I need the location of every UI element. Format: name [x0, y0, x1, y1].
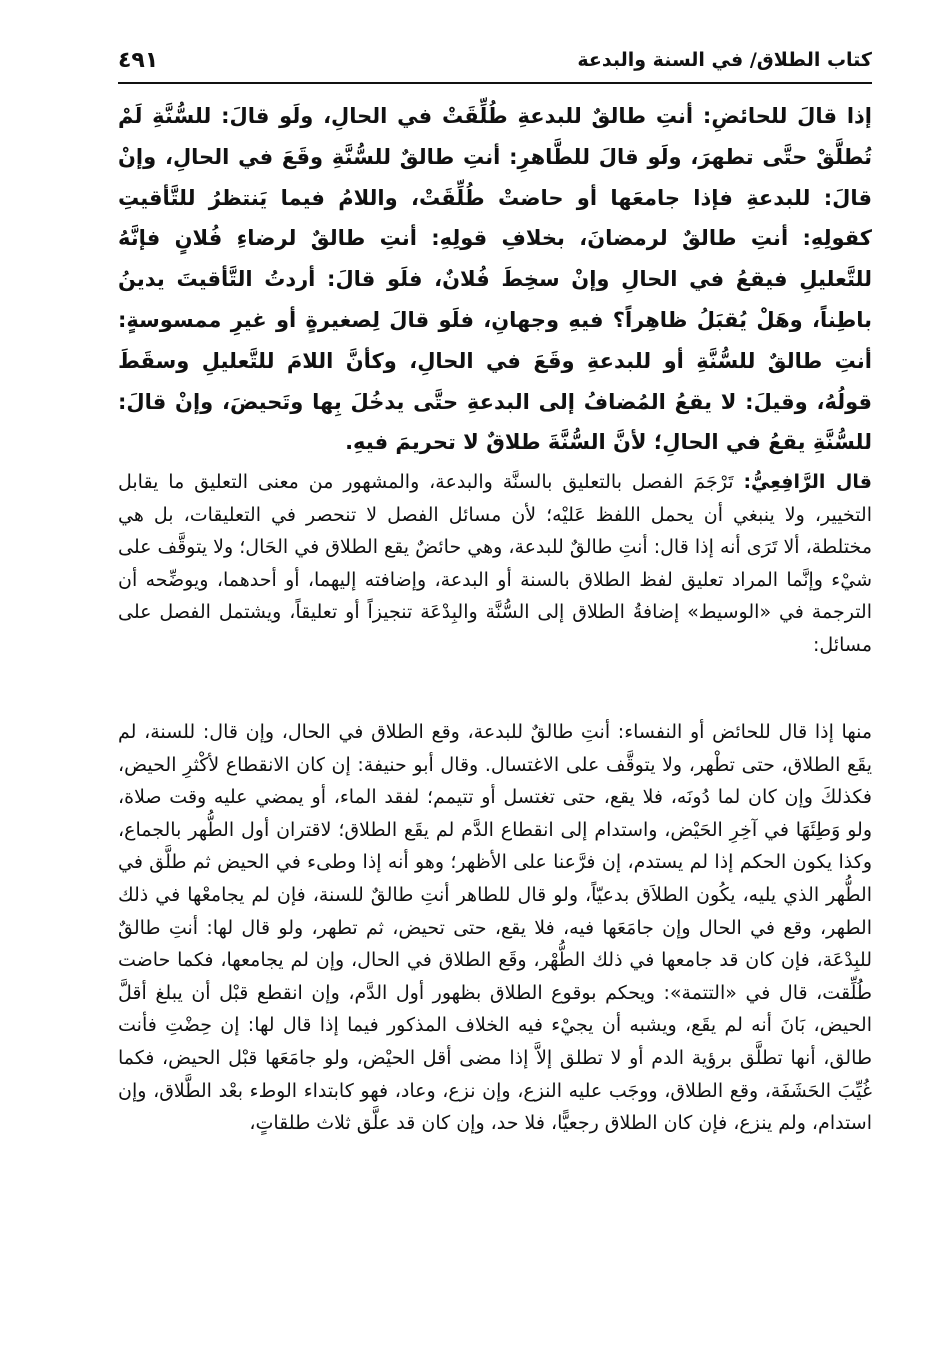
running-header: [118, 38, 872, 84]
commentary-text-1: [118, 466, 872, 662]
matn-text: إذا قالَ للحائضِ: أنتِ طالقٌ للبدعةِ طُلِّقَتْ في الحالِ، ولَو قالَ: للسُّنَّةِ لَمْ تُطلَّقْ حتَّى تطهرَ، ولَو قالَ للطَّاهرِ: أنتِ طالقٌ للسُّنَّةِ وقَعَ في الحالِ، وإنْ قالَ: للبدعةِ فإذا جامعَها أو حاضتْ طُلِّقَتْ، واللامُ فيما يَنتظرُ للتَّأقيتِ كقولِهِ: أنتِ طالقٌ لرمضانَ، بخلافِ قولِهِ: أنتِ طالقٌ لرضاءِ فُلانٍ فإنَّهُ للتَّعليلِ فيقعُ في الحالِ وإنْ سخِطَ فُلانٌ، فلَو قالَ: أردتُ التَّأقيتَ يدينُ باطِناً، وهَلْ يُقبَلُ ظاهِراً؟ فيهِ وجهانِ، فلَو قالَ لِصغيرةٍ أو غيرِ ممسوسةٍ: أنتِ طالقٌ للسُّنَّةِ أو للبدعةِ وقَعَ في الحالِ، وكأنَّ اللامَ للتَّعليلِ وسقَطَ قولُهُ، وقيلَ: لا يقعُ المُضافُ إلى البدعةِ حتَّى يدخُلَ بِها وتَحيضَ، وإنْ قالَ: للسُّنَّةِ يقعُ في الحالِ؛ لأنَّ السُّنَّةَ طلاقٌ لا تحريمَ فيهِ.: [118, 104, 872, 455]
commentary-paragraph-1: [118, 466, 872, 662]
matn-paragraph: [118, 96, 872, 463]
header-title: كتاب الطلاق/ في السنة والبدعة: [577, 49, 872, 71]
commentary-text-2: منها إذا قال للحائض أو النفساء: أنتِ طالقٌ للبدعة، وقع الطلاق في الحال، وإن قال: للسنة، لم يقَع الطلاق، حتى تطْهر، ولا يتوقَّف على الاغتسال. وقال أبو حنيفة: إن كان الانقطاع لأكْثرِ الحيض، فكذلكَ وإن كان لما دُونَه، فلا يقع، حتى تغتسل أو تتيمم؛ لفقد الماء، أو يمضي عليه وقت صلاة، ولو وَطِئَهَا في آخِرِ الحَيْض، واستدام إلى انقطاع الدَّم لم يقَع الطلاق؛ لاقتران أول الطُّهر بالجماع، وكذا يكون الحكم إذا لم يستدم، إن فرَّعنا على الأظهر؛ وهو أنه إذا وطىء في الحيض ثم طلَّق في الطُّهر الذي يليه، يكُون الطلاَق بدعيّاً، ولو قال للطاهر أنتِ طالقٌ للسنة، فإن لم يجامعْها في ذلك الطهر، وقع في الحال وإن جامَعَها فيه، فلا يقع، حتى تحيض، ثم تطهر، ولو قال لها: أنتِ طالقٌ للبِدْعَة، فإن كان قد جامعها في ذلك الطُّهْر، وقَع الطلاق في الحال، وإن لم يجامعها، فكما حاضت طُلِّقت، قال في «التتمة»: ويحكم بوقوع الطلاق بظهور أول الدَّم، وإن انقطع قبْل أن يبلغ أقلَّ الحيض، بَانَ أنه لم يقَع، ويشبه أن يجيْء فيه الخلاف المذكور فيما إذا قال لها: إن حِضْتِ فأنت طالق، أنها تطلَّق برؤية الدم أو لا تطلق إلاَّ إذا مضى أقل الحيْض، ولو جامَعَها قبْل الحيض، فكما غُيِّبَ الحَشَفَة، وقع الطلاق، ووجَب عليه النزع، وإن نزع، وعاد، فهو كابتداء الوطء بعْد الطَّلاق، وإن استدام، ولم ينزع، فإن كان الطلاق رجعيًّا، فلا حد، وإن كان قد علَّق ثلاث طلقاتٍ،: [118, 721, 872, 1135]
commentary-paragraph-2: [118, 716, 872, 1140]
page-number: ٤٩١: [118, 47, 159, 73]
commentary-body-1: تَرْجَمَ الفصل بالتعليق بالسنَّة والبدعة، والمشهور من معنى التعليق ما يقابل التخيير، ولا ينبغي أن يحمل اللفظ عَليْه؛ لأن مسائل الفصل لا تنحصر في التعليقات، بل هي مختلطة، ألا تَرَى أنه إذا قال: أنتِ طالقٌ للبدعة، وهي حائضٌ يقع الطلاق في الحَال؛ ولا يتوقَّف على شيْء وإنَّما المراد تعليق لفظ الطلاق بالسنة أو البدعة، وإضافته إليهما، أو أحدهما، ويوضِّحه أن الترجمة في «الوسيط» إضافةُ الطلاق إلى السُّنَّة والبِدْعَة تنجيزاً أو تعليقاً، ويشتمل الفصل على مسائل:: [118, 471, 872, 656]
commentary-speaker: قال الرَّافِعِيُّ:: [743, 471, 872, 493]
